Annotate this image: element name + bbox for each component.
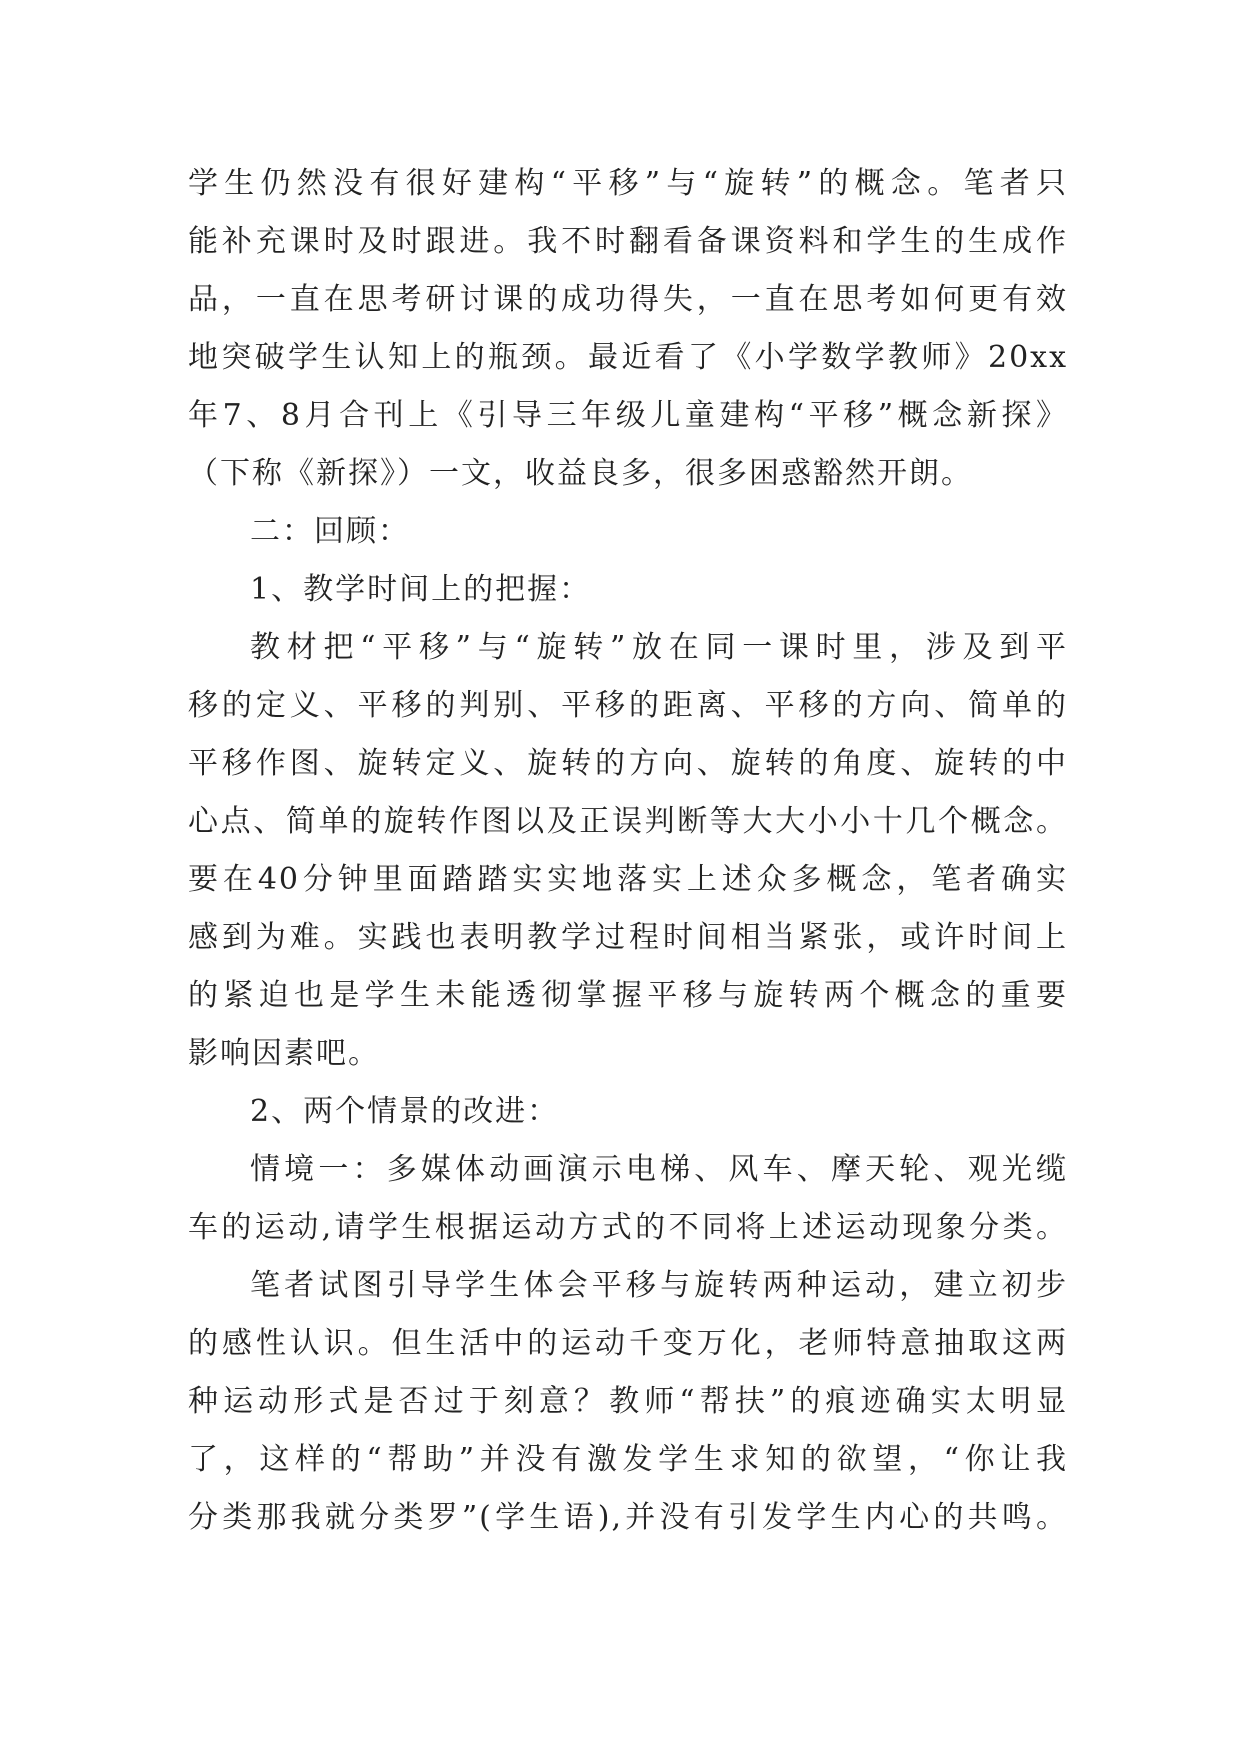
text-line: 学生仍然没有很好建构“平移”与“旋转”的概念。笔者只 bbox=[188, 166, 1068, 201]
text-line: 品，一直在思考研讨课的成功得失，一直在思考如何更有效 bbox=[188, 282, 1068, 317]
text-line: 车的运动,请学生根据运动方式的不同将上述运动现象分类。 bbox=[188, 1210, 1068, 1245]
text-line: 年7、8月合刊上《引导三年级儿童建构“平移”概念新探》 bbox=[188, 398, 1068, 433]
text-line: 种运动形式是否过于刻意？教师“帮扶”的痕迹确实太明显 bbox=[188, 1384, 1068, 1419]
text-line: 能补充课时及时跟进。我不时翻看备课资料和学生的生成作 bbox=[188, 224, 1068, 259]
text-line: 要在40分钟里面踏踏实实地落实上述众多概念，笔者确实 bbox=[188, 862, 1068, 897]
text-line: 了，这样的“帮助”并没有激发学生求知的欲望，“你让我 bbox=[188, 1442, 1068, 1477]
text-line: 的紧迫也是学生未能透彻掌握平移与旋转两个概念的重要 bbox=[188, 978, 1068, 1013]
text-line: 分类那我就分类罗”(学生语),并没有引发学生内心的共鸣。 bbox=[188, 1500, 1068, 1535]
text-line: 的感性认识。但生活中的运动千变万化，老师特意抽取这两 bbox=[188, 1326, 1068, 1361]
document-body bbox=[188, 155, 1068, 1547]
text-line: 影响因素吧。 bbox=[188, 1036, 380, 1071]
text-line: 1、教学时间上的把握： bbox=[250, 572, 592, 607]
text-line: 笔者试图引导学生体会平移与旋转两种运动，建立初步 bbox=[250, 1268, 1068, 1303]
text-line: 情境一：多媒体动画演示电梯、风车、摩天轮、观光缆 bbox=[250, 1152, 1068, 1187]
text-line: 心点、简单的旋转作图以及正误判断等大大小小十几个概念。 bbox=[188, 804, 1068, 839]
text-line: 地突破学生认知上的瓶颈。最近看了《小学数学教师》20xx bbox=[188, 340, 1068, 375]
text-line: 感到为难。实践也表明教学过程时间相当紧张，或许时间上 bbox=[188, 920, 1068, 955]
text-line: 二：回顾： bbox=[250, 514, 410, 549]
text-line: 教材把“平移”与“旋转”放在同一课时里，涉及到平 bbox=[250, 630, 1068, 665]
text-line: （下称《新探》）一文，收益良多，很多困惑豁然开朗。 bbox=[188, 456, 973, 491]
text-line: 移的定义、平移的判别、平移的距离、平移的方向、简单的 bbox=[188, 688, 1068, 723]
text-line: 2、两个情景的改进： bbox=[250, 1094, 560, 1129]
text-line: 平移作图、旋转定义、旋转的方向、旋转的角度、旋转的中 bbox=[188, 746, 1068, 781]
